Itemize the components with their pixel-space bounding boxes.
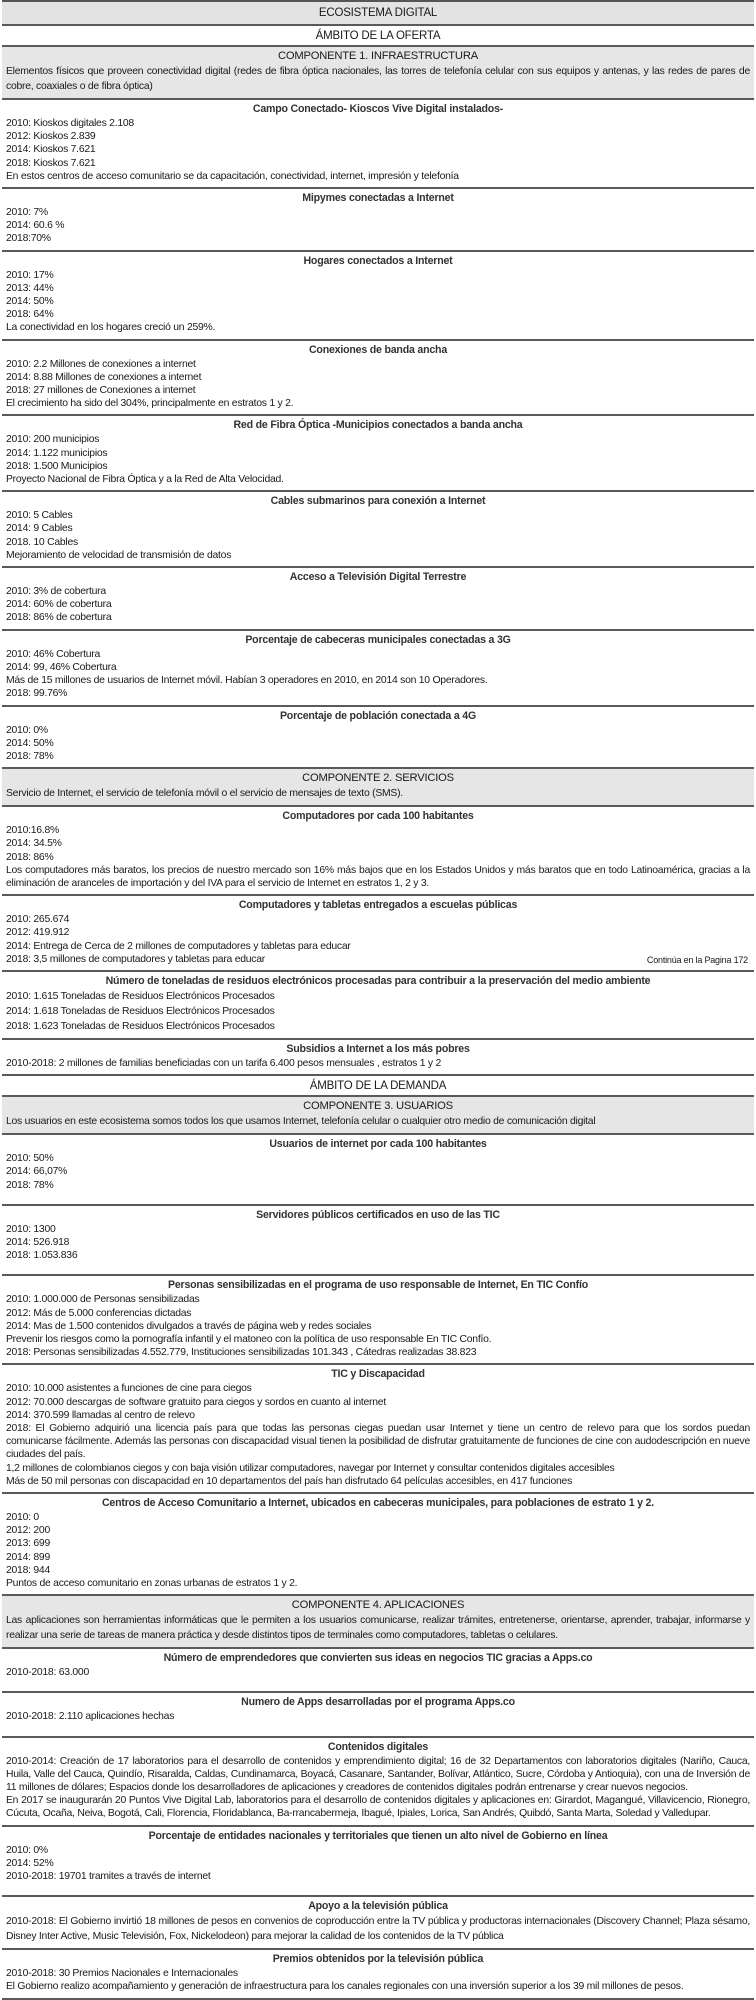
indicator-title: Contenidos digitales: [327, 1740, 429, 1753]
indicator-line: 2018: 78%: [6, 1179, 54, 1191]
indicator-line: 2014: 66,07%: [6, 1166, 68, 1178]
component-description: Elementos físicos que proveen conectividad digital (redes de fibra óptica nacionales, las torres de telefonía celular con sus equipos y antenas, y las redes de pares de cobre, coaxiales o de fibra óptica): [6, 66, 750, 92]
indicator-line: 2014: 370.599 llamadas al centro de relevo: [6, 1409, 195, 1421]
indicator-line: 2018. 10 Cables: [6, 536, 78, 548]
indicator-title: TIC y Discapacidad: [331, 1368, 425, 1381]
component-block: [2, 1097, 754, 1135]
indicator-line: 2010-2018: 19701 tramites a través de internet: [6, 1871, 211, 1883]
indicator-line: 2018:70%: [6, 233, 51, 245]
indicator-section: [2, 707, 754, 770]
indicator-line: 2014: 1.618 Toneladas de Residuos Electrónicos Procesados: [6, 1005, 275, 1017]
indicator-section: [2, 341, 754, 417]
indicator-line: 2012: 419.912: [6, 927, 70, 939]
indicator-line: 2010: 5 Cables: [6, 510, 73, 522]
indicator-line: Puntos de acceso comunitario en zonas urbanas de estratos 1 y 2.: [6, 1578, 298, 1590]
indicator-line: Los computadores más baratos, los precios de nuestro mercado son 16% más bajos que en los Estados Unidos y más baratos que en todo Latinoamérica, gracias a la eliminación de aranceles de importación y del IVA para el servicio de Internet en estratos 1, 2 y 3.: [6, 864, 750, 889]
indicator-line: En 2017 se inaugurarán 20 Puntos Vive Digital Lab, laboratorios para el desarrollo de contenidos digitales y aplicaciones en: Girardot, Magangué, Villavicencio, Rionegro, Cúcuta, Ocaña, Neiva, Bogotá, Cali, Florencia, Floridablanca, Ba-rrancabermeja, Ibagué, Ipiales, Lorica, San Andrés, Quibdó, Santa Marta, Soledad y Valledupar.: [6, 1795, 750, 1820]
indicator-title: Porcentaje de cabeceras municipales conectadas a 3G: [245, 633, 511, 646]
indicator-line: 2010: 17%: [6, 269, 54, 281]
component-title: COMPONENTE 3. USUARIOS: [303, 1100, 453, 1113]
indicator-line: 2012: 200: [6, 1525, 50, 1537]
indicator-line: 2014: 50%: [6, 296, 54, 308]
indicator-line: 2014: Mas de 1.500 contenidos divulgados a través de página web y redes sociales: [6, 1320, 372, 1332]
indicator-line: 2014: Kioskos 7.621: [6, 144, 96, 156]
indicator-line: La conectividad en los hogares creció un 259%.: [6, 322, 216, 334]
indicator-line: 2010: 1.000.000 de Personas sensibilizadas: [6, 1294, 200, 1306]
table-title: ECOSISTEMA DIGITAL: [2, 2, 754, 26]
indicator-line: 2018: El Gobierno adquirió una licencia país para que todas las personas ciegas puedan usar Internet y tiene un centro de relevo para que los sordos puedan comunicarse fácilmente. Además las personas con discapacidad visual tienen la posibilidad de disfrutar gratuitamente de funciones de cine con audodescripción en nueve ciudades del país.: [6, 1422, 750, 1461]
indicator-line: 2010: 50%: [6, 1153, 54, 1165]
indicator-title: Numero de Apps desarrolladas por el programa Apps.co: [241, 1696, 515, 1709]
component-block: [2, 47, 754, 100]
indicator-title: Número de emprendedores que convierten sus ideas en negocios TIC gracias a Apps.co: [163, 1652, 593, 1665]
ecosistema-digital-table: [2, 0, 754, 2000]
indicator-section: [2, 1950, 754, 1999]
indicator-line: 2010: 0%: [6, 724, 48, 736]
indicator-line: El Gobierno realizo acompañamiento y generación de infraestructura para los canales regionales con una inversión superior a los 39 mil millones de pesos.: [6, 1981, 684, 1993]
indicator-section: [2, 1827, 754, 1898]
indicator-title: Personas sensibilizadas en el programa de uso responsable de Internet, En TIC Confío: [167, 1279, 588, 1292]
indicator-line: 2018: Personas sensibilizadas 4.552.779, Instituciones sensibilizadas 101.343 , Cátedras realizadas 38.823: [6, 1347, 477, 1359]
indicator-line: En estos centros de acceso comunitario se da capacitación, conectividad, internet, impresión y telefonía: [6, 170, 459, 182]
indicator-title: Hogares conectados a Internet: [303, 254, 453, 267]
indicator-title: Número de toneladas de residuos electrónicos procesadas para contribuir a la preservación del medio ambiente: [105, 974, 651, 987]
indicator-section: [2, 1040, 754, 1076]
component-title: COMPONENTE 4. APLICACIONES: [291, 1599, 465, 1612]
indicator-line: 2018: Kioskos 7.621: [6, 157, 96, 169]
indicator-section: [2, 1365, 754, 1494]
indicator-title: Acceso a Televisión Digital Terrestre: [289, 571, 467, 584]
indicator-line: 2010-2018: 30 Premios Nacionales e Internacionales: [6, 1968, 238, 1980]
indicator-section: [2, 100, 754, 189]
indicator-section: [2, 1494, 754, 1596]
indicator-title: Subsidios a Internet a los más pobres: [286, 1042, 470, 1055]
scope-heading: ÁMBITO DE LA DEMANDA: [2, 1076, 754, 1097]
indicator-line: 1,2 millones de colombianos ciegos y con baja visión utilizar computadores, navegar por Internet y consultar contenidos digitales accesibles: [6, 1462, 615, 1474]
indicator-line: 2010: Kioskos digitales 2.108: [6, 118, 134, 129]
indicator-line: 2014: 50%: [6, 737, 54, 749]
indicator-section: [2, 1738, 754, 1827]
indicator-line: 2010: 7%: [6, 207, 48, 219]
indicator-title: Premios obtenidos por la televisión pública: [272, 1953, 484, 1966]
indicator-section: [2, 1206, 754, 1277]
indicator-line: 2014: 34.5%: [6, 838, 62, 850]
component-title: COMPONENTE 1. INFRAESTRUCTURA: [278, 50, 478, 62]
indicator-line: El crecimiento ha sido del 304%, principalmente en estratos 1 y 2.: [6, 398, 294, 410]
indicator-line: Prevenir los riesgos como la pornografía infantil y el matoneo con la política de uso responsable En TIC Confío.: [6, 1333, 492, 1345]
indicator-line: 2014: 899: [6, 1551, 50, 1563]
indicator-title: Servidores públicos certificados en uso de las TIC: [256, 1208, 500, 1221]
component-block: [2, 1596, 754, 1649]
indicator-line: 2010-2014: Creación de 17 laboratorios para el desarrollo de contenidos y emprendimiento digital; 16 de 32 Departamentos con laboratorios digitales (Nariño, Cauca, Huila, Valle del Cauca, Quindío, Risaralda, Caldas, Cundinamarca, Boyacá, Casanare, Santander, Bolívar, Atlántico, Sucre, Córdoba y Antioquia), con una de Inversión de 11 millones de dólares; Espacios donde los desarrolladores de aplicaciones y creadores de contenidos digitales podrán entrenarse y crear nuevos negocios.: [6, 1755, 750, 1794]
indicator-section: [2, 189, 754, 252]
indicator-section: [2, 1693, 754, 1737]
indicator-line: Proyecto Nacional de Fibra Óptica y a la Red de Alta Velocidad.: [6, 474, 284, 486]
indicator-title: Porcentaje de población conectada a 4G: [279, 709, 477, 722]
indicator-line: 2010: 0: [6, 1512, 39, 1523]
indicator-line: 2018: 86%: [6, 851, 54, 863]
indicator-section: [2, 1276, 754, 1365]
indicator-line: 2010: 10.000 asistentes a funciones de cine para ciegos: [6, 1383, 252, 1395]
indicator-line: 2010:16.8%: [6, 825, 59, 837]
indicator-section: [2, 896, 754, 972]
indicator-line: 2014: 60% de cobertura: [6, 599, 112, 611]
indicator-section: [2, 252, 754, 341]
indicator-title: Centros de Acceso Comunitario a Internet, ubicados en cabeceras municipales, para poblaciones de estrato 1 y 2.: [101, 1497, 654, 1509]
component-block: [2, 769, 754, 807]
indicator-section: [2, 492, 754, 568]
indicator-line: 2014: 99, 46% Cobertura: [6, 661, 117, 673]
indicator-title: Usuarios de internet por cada 100 habitantes: [269, 1138, 487, 1151]
indicator-line: 2014: 526.918: [6, 1236, 70, 1248]
indicator-line: 2018: 944: [6, 1564, 50, 1576]
indicator-line: 2012: 70.000 descargas de software gratuito para ciegos y sordos en cuanto al internet: [6, 1396, 386, 1408]
indicator-line: 2010: 2.2 Millones de conexiones a internet: [6, 358, 196, 370]
indicator-line: 2018: 1.623 Toneladas de Residuos Electrónicos Procesados: [6, 1020, 275, 1032]
indicator-line: 2010: 200 municipios: [6, 434, 100, 446]
indicator-title: Computadores por cada 100 habitantes: [282, 810, 474, 823]
indicator-section: [2, 416, 754, 492]
indicator-line: Mejoramiento de velocidad de transmisión de datos: [6, 549, 232, 561]
indicator-title: Cables submarinos para conexión a Internet: [270, 495, 486, 508]
indicator-line: 2014: 9 Cables: [6, 523, 73, 535]
indicator-line: 2010: 1300: [6, 1223, 56, 1235]
indicator-line: 2014: 60.6 %: [6, 220, 65, 232]
indicator-line: 2012: Kioskos 2.839: [6, 131, 96, 143]
indicator-line: 2014: 8.88 Millones de conexiones a internet: [6, 371, 202, 383]
indicator-line: 2010: 265.674: [6, 914, 70, 926]
indicator-line: 2013: 699: [6, 1538, 50, 1550]
indicator-section: [2, 1897, 754, 1950]
indicator-line: Más de 50 mil personas con discapacidad en 10 departamentos del país han disfrutado 64 películas accesibles, en 417 funciones: [6, 1475, 573, 1487]
indicator-line: 2010: 3% de cobertura: [6, 586, 106, 598]
indicator-line: Más de 15 millones de usuarios de Internet móvil. Habían 3 operadores en 2010, en 2014 son 10 Operadores.: [6, 675, 488, 687]
indicator-line: 2014: 1.122 municipios: [6, 447, 108, 459]
scope-heading: ÁMBITO DE LA OFERTA: [2, 26, 754, 47]
indicator-section: [2, 972, 754, 1040]
component-description: Servicio de Internet, el servicio de telefonía móvil o el servicio de mensajes de texto (SMS).: [6, 788, 403, 800]
indicator-section: [2, 631, 754, 707]
indicator-line: 2018: 27 millones de Conexiones a internet: [6, 385, 196, 397]
indicator-section: [2, 1135, 754, 1206]
indicator-title: Apoyo a la televisión pública: [308, 1900, 448, 1913]
indicator-line: 2010: 46% Cobertura: [6, 648, 101, 660]
indicator-line: 2010: 0%: [6, 1844, 48, 1856]
indicator-line: 2010-2018: 63.000: [6, 1667, 89, 1679]
indicator-line: 2018: 99.76%: [6, 688, 68, 700]
indicator-line: 2018: 1.053.836: [6, 1250, 78, 1262]
indicator-line: 2018: 86% de cobertura: [6, 612, 112, 624]
indicator-title: Red de Fibra Óptica -Municipios conectados a banda ancha: [233, 419, 523, 432]
indicator-line: 2010-2018: 2 millones de familias beneficiadas con un tarifa 6.400 pesos mensuales , estratos 1 y 2: [6, 1057, 442, 1069]
component-description: Las aplicaciones son herramientas informáticas que le permiten a los usuarios comunicarse, realizar trámites, entretenerse, orientarse, aprender, trabajar, informarse y realizar una serie de tareas de manera práctica y desde distintos tipos de terminales como computadores, tabletas o celulares.: [6, 1615, 750, 1642]
indicator-line: 2010-2018: 2.110 aplicaciones hechas: [6, 1711, 175, 1723]
component-description: Los usuarios en este ecosistema somos todos los que usamos Internet, telefonía celular o cualquier otro medio de comunicación digital: [6, 1116, 596, 1128]
indicator-section: [2, 807, 754, 896]
indicator-title: Campo Conectado- Kioscos Vive Digital instalados-: [252, 103, 504, 115]
indicator-section: [2, 1649, 754, 1693]
indicator-title: Conexiones de banda ancha: [308, 343, 448, 356]
indicator-line: 2010: 1.615 Toneladas de Residuos Electrónicos Procesados: [6, 990, 275, 1002]
indicator-title: Computadores y tabletas entregados a escuelas públicas: [238, 899, 518, 912]
indicator-line: 2014: Entrega de Cerca de 2 millones de computadores y tabletas para educar: [6, 940, 351, 952]
indicator-line: 2018: 1.500 Municipios: [6, 460, 108, 472]
indicator-title: Porcentaje de entidades nacionales y territoriales que tienen un alto nivel de Gobierno en línea: [148, 1829, 608, 1842]
indicator-section: [2, 568, 754, 631]
indicator-line: 2012: Más de 5.000 conferencias dictadas: [6, 1307, 192, 1319]
indicator-title: Mipymes conectadas a Internet: [302, 192, 454, 205]
indicator-line: 2018: 3,5 millones de computadores y tabletas para educar: [6, 953, 265, 965]
continuation-note: Continúa en la Pagina 172: [646, 954, 748, 965]
indicator-line: 2014: 52%: [6, 1857, 54, 1869]
indicator-line: 2018: 64%: [6, 309, 54, 321]
indicator-line: 2018: 78%: [6, 750, 54, 762]
indicator-line: 2013: 44%: [6, 282, 54, 294]
indicator-line: 2010-2018: El Gobierno invirtió 18 millones de pesos en convenios de coproducción entre la TV pública y productoras internacionales (Discovery Channel; Plaza sésamo, Disney Inter Active, Music Televisión, Fox, Nickelodeon) para mejorar la calidad de los contenidos de la TV pública: [6, 1916, 750, 1943]
component-title: COMPONENTE 2. SERVICIOS: [302, 772, 454, 785]
